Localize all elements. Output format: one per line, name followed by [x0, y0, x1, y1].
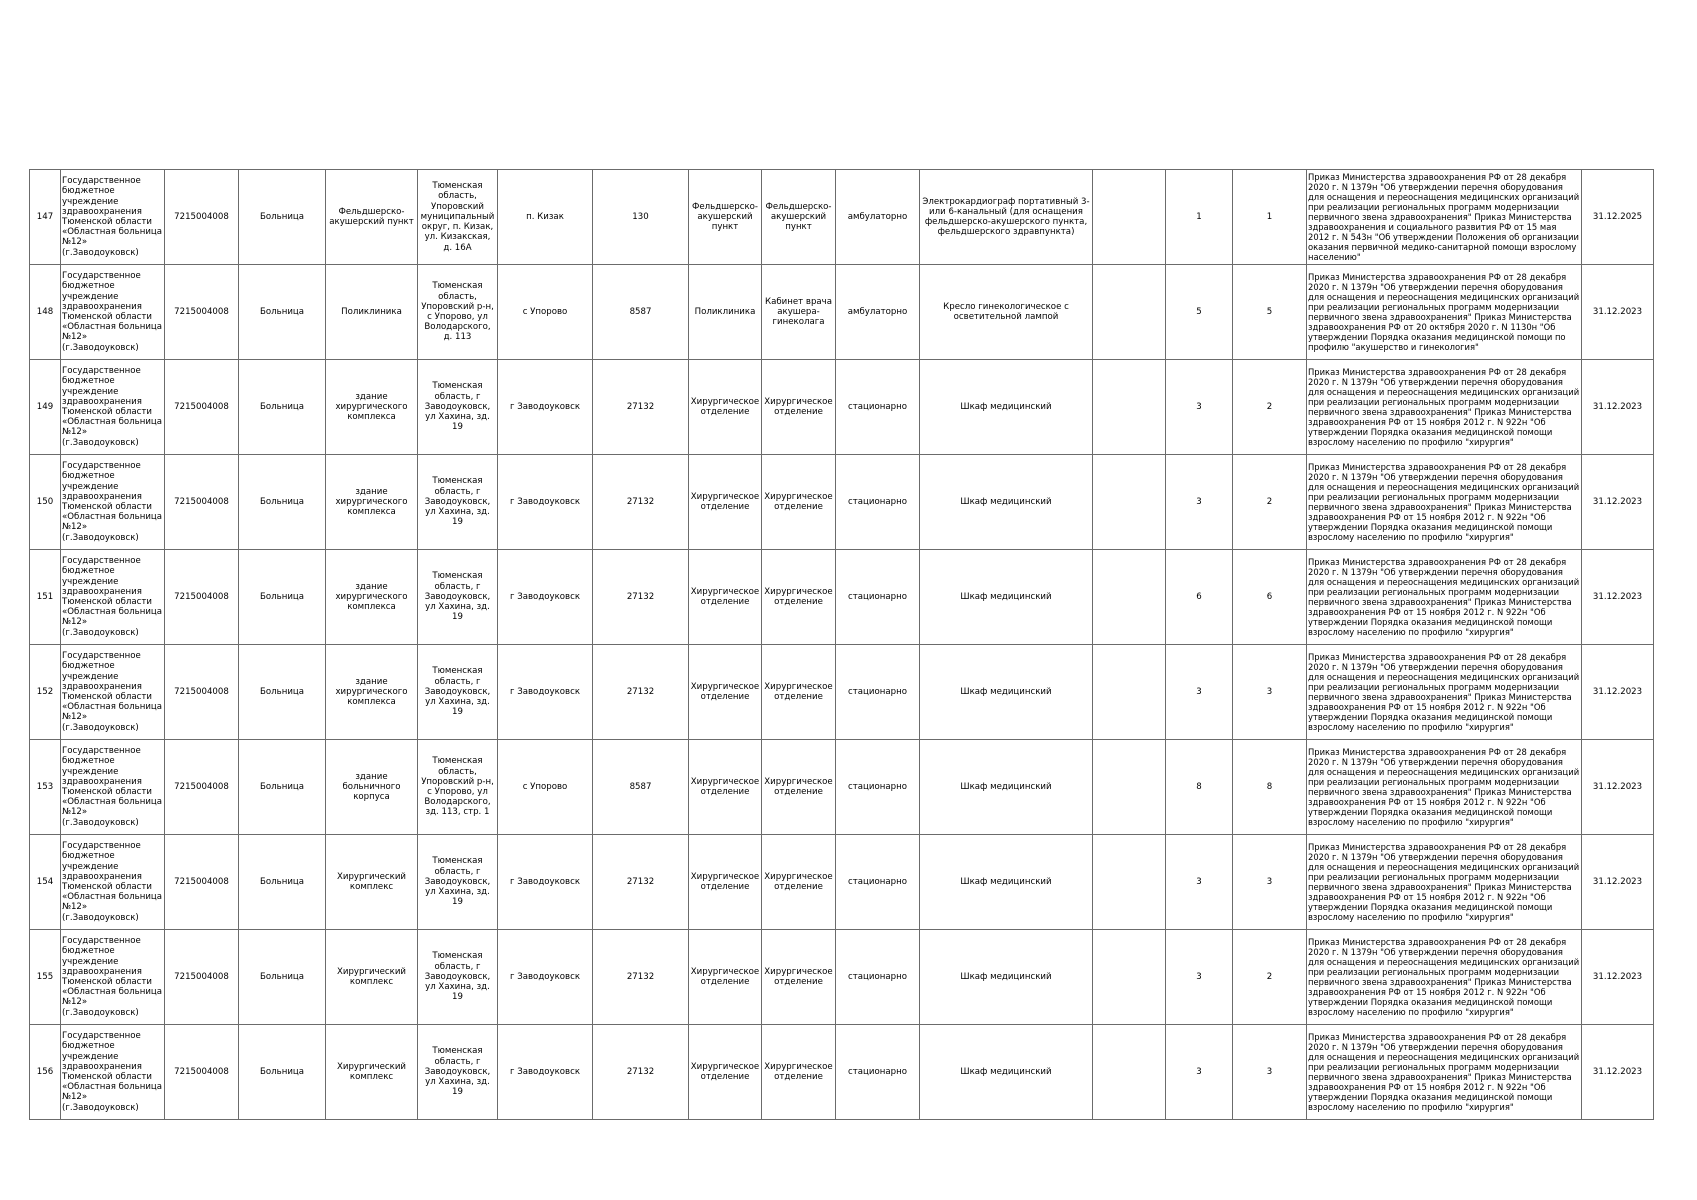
quantity-planned-cell: 5	[1233, 265, 1307, 360]
row-number-cell: 148	[30, 265, 61, 360]
table-body	[30, 170, 1654, 1120]
room-cell: Хирургическое отделение	[762, 1025, 836, 1120]
population-cell: 27132	[593, 930, 689, 1025]
inn-cell: 7215004008	[165, 265, 239, 360]
equipment-cell: Шкаф медицинский	[920, 1025, 1093, 1120]
building-cell: Хирургический комплекс	[326, 1025, 418, 1120]
row-number-cell: 155	[30, 930, 61, 1025]
room-cell: Хирургическое отделение	[762, 740, 836, 835]
building-cell: здание больничного корпуса	[326, 740, 418, 835]
equipment-cell: Шкаф медицинский	[920, 550, 1093, 645]
quantity-required-cell: 3	[1166, 645, 1233, 740]
regulation-cell: Приказ Министерства здравоохранения РФ от 28 декабря 2020 г. N 1379н "Об утверждении перечня оборудования для оснащения и переоснащения медицинских организаций при реализации региональных программ модернизации первичного звена здравоохранения" Приказ Министерства здравоохранения РФ от 15 ноября 2012 г. N 922н "Об утверждении Порядка оказания медицинской помощи взрослому населению по профилю "хирургия"	[1307, 930, 1582, 1025]
building-cell: Поликлиника	[326, 265, 418, 360]
table-row	[30, 645, 1654, 740]
quantity-required-cell: 3	[1166, 1025, 1233, 1120]
equipment-cell: Кресло гинекологическое с осветительной лампой	[920, 265, 1093, 360]
inn-cell: 7215004008	[165, 170, 239, 265]
locality-cell: г Заводоуковск	[498, 550, 593, 645]
deadline-date-cell: 31.12.2023	[1582, 360, 1654, 455]
unit-cell: Хирургическое отделение	[689, 835, 762, 930]
building-cell: Хирургический комплекс	[326, 835, 418, 930]
care-mode-cell: стационарно	[836, 645, 920, 740]
facility-type-cell: Больница	[239, 835, 326, 930]
equipment-cell: Шкаф медицинский	[920, 740, 1093, 835]
table-row	[30, 1025, 1654, 1120]
regulation-cell: Приказ Министерства здравоохранения РФ от 28 декабря 2020 г. N 1379н "Об утверждении перечня оборудования для оснащения и переоснащения медицинских организаций при реализации региональных программ модернизации первичного звена здравоохранения" Приказ Министерства здравоохранения РФ от 15 ноября 2012 г. N 922н "Об утверждении Порядка оказания медицинской помощи взрослому населению по профилю "хирургия"	[1307, 835, 1582, 930]
quantity-required-cell: 3	[1166, 360, 1233, 455]
organization-cell: Государственное бюджетное учреждение здравоохранения Тюменской области «Областная больница №12» (г.Заводоуковск)	[61, 170, 165, 265]
organization-cell: Государственное бюджетное учреждение здравоохранения Тюменской области «Областная больница №12» (г.Заводоуковск)	[61, 930, 165, 1025]
care-mode-cell: стационарно	[836, 835, 920, 930]
organization-cell: Государственное бюджетное учреждение здравоохранения Тюменской области «Областная больница №12» (г.Заводоуковск)	[61, 265, 165, 360]
population-cell: 27132	[593, 360, 689, 455]
quantity-required-cell: 1	[1166, 170, 1233, 265]
facility-type-cell: Больница	[239, 360, 326, 455]
quantity-planned-cell: 3	[1233, 645, 1307, 740]
locality-cell: с Упорово	[498, 740, 593, 835]
deadline-date-cell: 31.12.2023	[1582, 835, 1654, 930]
care-mode-cell: стационарно	[836, 1025, 920, 1120]
locality-cell: г Заводоуковск	[498, 930, 593, 1025]
inn-cell: 7215004008	[165, 930, 239, 1025]
population-cell: 8587	[593, 265, 689, 360]
table-row	[30, 455, 1654, 550]
building-cell: Хирургический комплекс	[326, 930, 418, 1025]
table-row	[30, 550, 1654, 645]
quantity-planned-cell: 1	[1233, 170, 1307, 265]
organization-cell: Государственное бюджетное учреждение здравоохранения Тюменской области «Областная больница №12» (г.Заводоуковск)	[61, 835, 165, 930]
organization-cell: Государственное бюджетное учреждение здравоохранения Тюменской области «Областная больница №12» (г.Заводоуковск)	[61, 455, 165, 550]
equipment-cell: Шкаф медицинский	[920, 455, 1093, 550]
empty-cell	[1093, 835, 1166, 930]
unit-cell: Хирургическое отделение	[689, 360, 762, 455]
deadline-date-cell: 31.12.2023	[1582, 1025, 1654, 1120]
address-cell: Тюменская область, Упоровский муниципальный округ, п. Кизак, ул. Кизакская, д. 16А	[418, 170, 498, 265]
address-cell: Тюменская область, г Заводоуковск, ул Хахина, зд. 19	[418, 835, 498, 930]
inn-cell: 7215004008	[165, 550, 239, 645]
facility-type-cell: Больница	[239, 170, 326, 265]
equipment-cell: Шкаф медицинский	[920, 360, 1093, 455]
regulation-cell: Приказ Министерства здравоохранения РФ от 28 декабря 2020 г. N 1379н "Об утверждении перечня оборудования для оснащения и переоснащения медицинских организаций при реализации региональных программ модернизации первичного звена здравоохранения" Приказ Министерства здравоохранения РФ от 15 ноября 2012 г. N 922н "Об утверждении Порядка оказания медицинской помощи взрослому населению по профилю "хирургия"	[1307, 1025, 1582, 1120]
equipment-cell: Шкаф медицинский	[920, 835, 1093, 930]
room-cell: Кабинет врача акушера-гинеколага	[762, 265, 836, 360]
room-cell: Хирургическое отделение	[762, 930, 836, 1025]
equipment-cell: Электрокардиограф портативный 3- или 6-канальный (для оснащения фельдшерско-акушерского пункта, фельдшерского здравпункта)	[920, 170, 1093, 265]
quantity-required-cell: 5	[1166, 265, 1233, 360]
quantity-required-cell: 8	[1166, 740, 1233, 835]
table-row	[30, 360, 1654, 455]
quantity-planned-cell: 3	[1233, 835, 1307, 930]
facility-type-cell: Больница	[239, 550, 326, 645]
organization-cell: Государственное бюджетное учреждение здравоохранения Тюменской области «Областная больница №12» (г.Заводоуковск)	[61, 550, 165, 645]
empty-cell	[1093, 930, 1166, 1025]
unit-cell: Хирургическое отделение	[689, 930, 762, 1025]
quantity-required-cell: 6	[1166, 550, 1233, 645]
organization-cell: Государственное бюджетное учреждение здравоохранения Тюменской области «Областная больница №12» (г.Заводоуковск)	[61, 645, 165, 740]
facility-type-cell: Больница	[239, 265, 326, 360]
care-mode-cell: амбулаторно	[836, 265, 920, 360]
inn-cell: 7215004008	[165, 835, 239, 930]
empty-cell	[1093, 360, 1166, 455]
quantity-required-cell: 3	[1166, 835, 1233, 930]
deadline-date-cell: 31.12.2023	[1582, 645, 1654, 740]
deadline-date-cell: 31.12.2023	[1582, 265, 1654, 360]
regulation-cell: Приказ Министерства здравоохранения РФ от 28 декабря 2020 г. N 1379н "Об утверждении перечня оборудования для оснащения и переоснащения медицинских организаций при реализации региональных программ модернизации первичного звена здравоохранения" Приказ Министерства здравоохранения РФ от 15 ноября 2012 г. N 922н "Об утверждении Порядка оказания медицинской помощи взрослому населению по профилю "хирургия"	[1307, 360, 1582, 455]
quantity-required-cell: 3	[1166, 930, 1233, 1025]
room-cell: Хирургическое отделение	[762, 645, 836, 740]
empty-cell	[1093, 1025, 1166, 1120]
address-cell: Тюменская область, г Заводоуковск, ул Хахина, зд. 19	[418, 930, 498, 1025]
equipment-table	[29, 169, 1654, 1120]
building-cell: здание хирургического комплекса	[326, 645, 418, 740]
address-cell: Тюменская область, Упоровский р-н, с Упорово, ул Володарского, д. 113	[418, 265, 498, 360]
population-cell: 27132	[593, 835, 689, 930]
regulation-cell: Приказ Министерства здравоохранения РФ от 28 декабря 2020 г. N 1379н "Об утверждении перечня оборудования для оснащения и переоснащения медицинских организаций при реализации региональных программ модернизации первичного звена здравоохранения" Приказ Министерства здравоохранения РФ от 15 ноября 2012 г. N 922н "Об утверждении Порядка оказания медицинской помощи взрослому населению по профилю "хирургия"	[1307, 455, 1582, 550]
address-cell: Тюменская область, г Заводоуковск, ул Хахина, зд. 19	[418, 1025, 498, 1120]
empty-cell	[1093, 455, 1166, 550]
building-cell: здание хирургического комплекса	[326, 455, 418, 550]
row-number-cell: 153	[30, 740, 61, 835]
regulation-cell: Приказ Министерства здравоохранения РФ от 28 декабря 2020 г. N 1379н "Об утверждении перечня оборудования для оснащения и переоснащения медицинских организаций при реализации региональных программ модернизации первичного звена здравоохранения" Приказ Министерства здравоохранения РФ от 15 ноября 2012 г. N 922н "Об утверждении Порядка оказания медицинской помощи взрослому населению по профилю "хирургия"	[1307, 645, 1582, 740]
organization-cell: Государственное бюджетное учреждение здравоохранения Тюменской области «Областная больница №12» (г.Заводоуковск)	[61, 1025, 165, 1120]
locality-cell: г Заводоуковск	[498, 645, 593, 740]
row-number-cell: 150	[30, 455, 61, 550]
row-number-cell: 151	[30, 550, 61, 645]
empty-cell	[1093, 550, 1166, 645]
population-cell: 8587	[593, 740, 689, 835]
room-cell: Фельдшерско-акушерский пункт	[762, 170, 836, 265]
inn-cell: 7215004008	[165, 1025, 239, 1120]
table-row	[30, 835, 1654, 930]
care-mode-cell: стационарно	[836, 455, 920, 550]
address-cell: Тюменская область, г Заводоуковск, ул Хахина, зд. 19	[418, 360, 498, 455]
locality-cell: г Заводоуковск	[498, 360, 593, 455]
quantity-required-cell: 3	[1166, 455, 1233, 550]
facility-type-cell: Больница	[239, 930, 326, 1025]
locality-cell: г Заводоуковск	[498, 835, 593, 930]
regulation-cell: Приказ Министерства здравоохранения РФ от 28 декабря 2020 г. N 1379н "Об утверждении перечня оборудования для оснащения и переоснащения медицинских организаций при реализации региональных программ модернизации первичного звена здравоохранения" Приказ Министерства здравоохранения и социального развития РФ от 15 мая 2012 г. N 543н "Об утверждении Положения об организации оказания первичной медико-санитарной помощи взрослому населению"	[1307, 170, 1582, 265]
quantity-planned-cell: 8	[1233, 740, 1307, 835]
deadline-date-cell: 31.12.2023	[1582, 740, 1654, 835]
table-row	[30, 740, 1654, 835]
row-number-cell: 156	[30, 1025, 61, 1120]
facility-type-cell: Больница	[239, 1025, 326, 1120]
table-row	[30, 265, 1654, 360]
organization-cell: Государственное бюджетное учреждение здравоохранения Тюменской области «Областная больница №12» (г.Заводоуковск)	[61, 360, 165, 455]
care-mode-cell: стационарно	[836, 550, 920, 645]
unit-cell: Хирургическое отделение	[689, 550, 762, 645]
care-mode-cell: стационарно	[836, 740, 920, 835]
unit-cell: Хирургическое отделение	[689, 1025, 762, 1120]
equipment-cell: Шкаф медицинский	[920, 645, 1093, 740]
quantity-planned-cell: 2	[1233, 360, 1307, 455]
population-cell: 27132	[593, 1025, 689, 1120]
population-cell: 27132	[593, 455, 689, 550]
building-cell: здание хирургического комплекса	[326, 360, 418, 455]
facility-type-cell: Больница	[239, 740, 326, 835]
facility-type-cell: Больница	[239, 645, 326, 740]
inn-cell: 7215004008	[165, 360, 239, 455]
regulation-cell: Приказ Министерства здравоохранения РФ от 28 декабря 2020 г. N 1379н "Об утверждении перечня оборудования для оснащения и переоснащения медицинских организаций при реализации региональных программ модернизации первичного звена здравоохранения" Приказ Министерства здравоохранения РФ от 15 ноября 2012 г. N 922н "Об утверждении Порядка оказания медицинской помощи взрослому населению по профилю "хирургия"	[1307, 550, 1582, 645]
equipment-cell: Шкаф медицинский	[920, 930, 1093, 1025]
unit-cell: Поликлиника	[689, 265, 762, 360]
inn-cell: 7215004008	[165, 455, 239, 550]
deadline-date-cell: 31.12.2023	[1582, 930, 1654, 1025]
locality-cell: п. Кизак	[498, 170, 593, 265]
regulation-cell: Приказ Министерства здравоохранения РФ от 28 декабря 2020 г. N 1379н "Об утверждении перечня оборудования для оснащения и переоснащения медицинских организаций при реализации региональных программ модернизации первичного звена здравоохранения" Приказ Министерства здравоохранения РФ от 20 октября 2020 г. N 1130н "Об утверждении Порядка оказания медицинской помощи по профилю "акушерство и гинекология"	[1307, 265, 1582, 360]
address-cell: Тюменская область, г Заводоуковск, ул Хахина, зд. 19	[418, 550, 498, 645]
locality-cell: г Заводоуковск	[498, 455, 593, 550]
deadline-date-cell: 31.12.2025	[1582, 170, 1654, 265]
empty-cell	[1093, 265, 1166, 360]
deadline-date-cell: 31.12.2023	[1582, 455, 1654, 550]
address-cell: Тюменская область, г Заводоуковск, ул Хахина, зд. 19	[418, 645, 498, 740]
unit-cell: Хирургическое отделение	[689, 455, 762, 550]
room-cell: Хирургическое отделение	[762, 455, 836, 550]
unit-cell: Фельдшерско-акушерский пункт	[689, 170, 762, 265]
row-number-cell: 149	[30, 360, 61, 455]
address-cell: Тюменская область, Упоровский р-н, с Упорово, ул Володарского, зд. 113, стр. 1	[418, 740, 498, 835]
empty-cell	[1093, 740, 1166, 835]
inn-cell: 7215004008	[165, 740, 239, 835]
organization-cell: Государственное бюджетное учреждение здравоохранения Тюменской области «Областная больница №12» (г.Заводоуковск)	[61, 740, 165, 835]
empty-cell	[1093, 170, 1166, 265]
quantity-planned-cell: 3	[1233, 1025, 1307, 1120]
regulation-cell: Приказ Министерства здравоохранения РФ от 28 декабря 2020 г. N 1379н "Об утверждении перечня оборудования для оснащения и переоснащения медицинских организаций при реализации региональных программ модернизации первичного звена здравоохранения" Приказ Министерства здравоохранения РФ от 15 ноября 2012 г. N 922н "Об утверждении Порядка оказания медицинской помощи взрослому населению по профилю "хирургия"	[1307, 740, 1582, 835]
unit-cell: Хирургическое отделение	[689, 740, 762, 835]
care-mode-cell: амбулаторно	[836, 170, 920, 265]
locality-cell: г Заводоуковск	[498, 1025, 593, 1120]
inn-cell: 7215004008	[165, 645, 239, 740]
locality-cell: с Упорово	[498, 265, 593, 360]
table-row	[30, 930, 1654, 1025]
quantity-planned-cell: 2	[1233, 930, 1307, 1025]
population-cell: 27132	[593, 550, 689, 645]
population-cell: 130	[593, 170, 689, 265]
room-cell: Хирургическое отделение	[762, 360, 836, 455]
room-cell: Хирургическое отделение	[762, 835, 836, 930]
unit-cell: Хирургическое отделение	[689, 645, 762, 740]
row-number-cell: 154	[30, 835, 61, 930]
care-mode-cell: стационарно	[836, 360, 920, 455]
room-cell: Хирургическое отделение	[762, 550, 836, 645]
building-cell: здание хирургического комплекса	[326, 550, 418, 645]
row-number-cell: 152	[30, 645, 61, 740]
row-number-cell: 147	[30, 170, 61, 265]
building-cell: Фельдшерско-акушерский пункт	[326, 170, 418, 265]
population-cell: 27132	[593, 645, 689, 740]
quantity-planned-cell: 6	[1233, 550, 1307, 645]
quantity-planned-cell: 2	[1233, 455, 1307, 550]
facility-type-cell: Больница	[239, 455, 326, 550]
table-row	[30, 170, 1654, 265]
care-mode-cell: стационарно	[836, 930, 920, 1025]
empty-cell	[1093, 645, 1166, 740]
deadline-date-cell: 31.12.2023	[1582, 550, 1654, 645]
address-cell: Тюменская область, г Заводоуковск, ул Хахина, зд. 19	[418, 455, 498, 550]
